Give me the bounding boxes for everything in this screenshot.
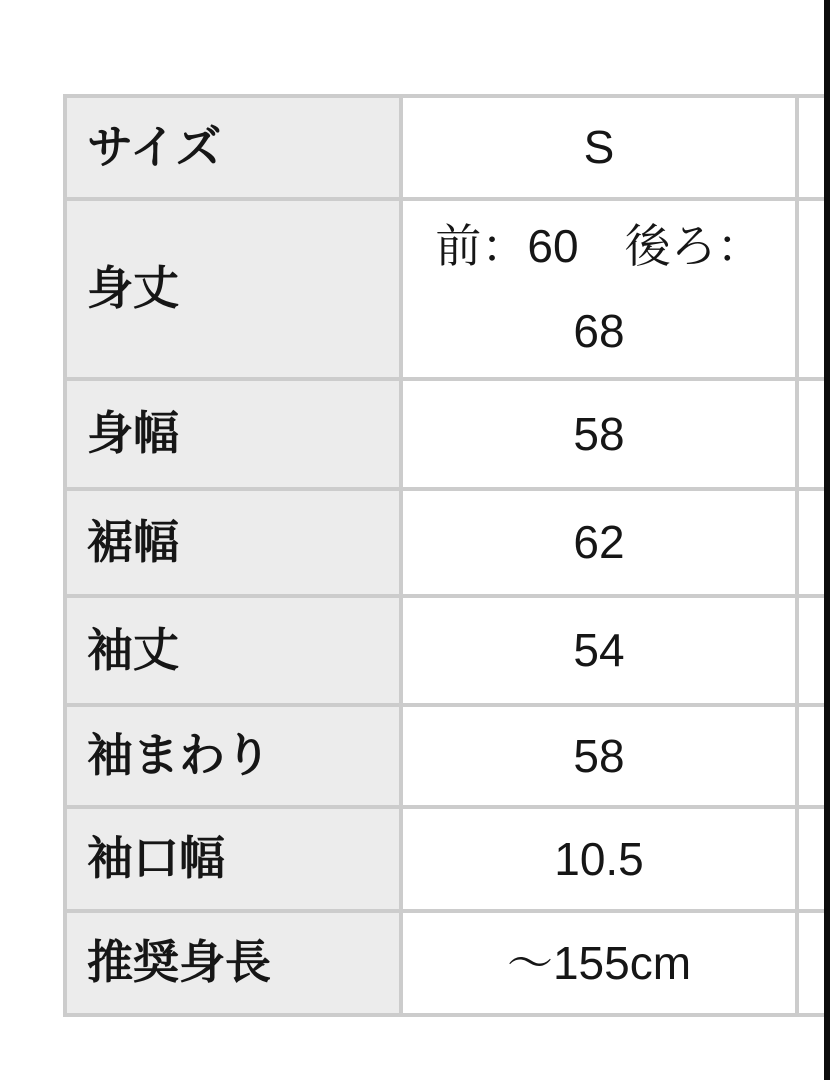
size-chart-row-sleeve-circumference (67, 707, 830, 809)
row-label-sleeve-circumference: 袖まわり (67, 707, 403, 809)
size-chart-row-recommended-height (67, 913, 830, 1017)
size-chart-row-hem-width (67, 491, 830, 598)
screen-edge-strip (824, 0, 830, 1080)
size-chart-table (63, 94, 830, 1017)
size-chart-row-sleeve-length (67, 598, 830, 707)
size-chart-row-body-length (67, 201, 830, 381)
size-chart-row-cuff-width (67, 809, 830, 913)
row-value-body-width: 58 (403, 381, 799, 491)
row-label-body-width: 身幅 (67, 381, 403, 491)
row-value-hem-width: 62 (403, 491, 799, 598)
row-label-recommended-height: 推奨身長 (67, 913, 403, 1017)
row-label-hem-width: 裾幅 (67, 491, 403, 598)
row-value-body-length: 前：60 後ろ：68 (403, 201, 799, 381)
row-label-sleeve-length: 袖丈 (67, 598, 403, 707)
size-chart-row-size (67, 98, 830, 201)
row-value-cuff-width: 10.5 (403, 809, 799, 913)
row-value-recommended-height: ～155cm (403, 913, 799, 1017)
size-chart-row-body-width (67, 381, 830, 491)
row-value-size: S (403, 98, 799, 201)
row-label-size: サイズ (67, 98, 403, 201)
row-label-cuff-width: 袖口幅 (67, 809, 403, 913)
row-value-sleeve-circumference: 58 (403, 707, 799, 809)
row-label-body-length: 身丈 (67, 201, 403, 381)
row-value-sleeve-length: 54 (403, 598, 799, 707)
